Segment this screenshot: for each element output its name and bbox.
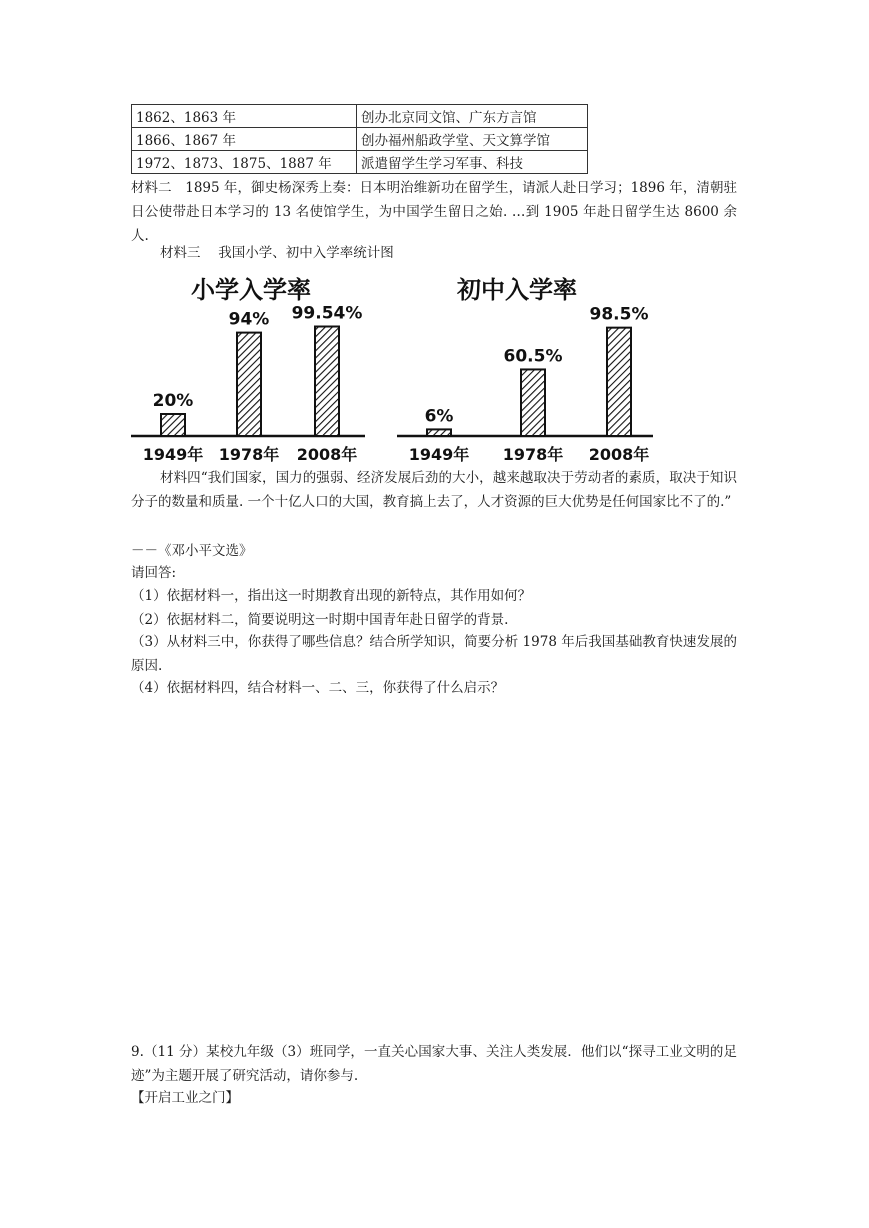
chart-bar (161, 414, 185, 436)
category-label: 1978年 (218, 445, 280, 464)
material4-source: －－《邓小平文选》 (131, 543, 253, 559)
question-9: 9.（11 分）某校九年级（3）班同学，一直关心国家大事、关注人类发展．他们以“探寻工业文明的足迹”为主题开展了研究活动，请你参与. (131, 1044, 737, 1084)
table-cell-event: 派遣留学生学习军事、科技 (357, 151, 588, 174)
question-4: （4）依据材料四，结合材料一、二、三，你获得了什么启示？ (131, 680, 505, 696)
enrollment-charts-svg (131, 266, 653, 468)
question-1: （1）依据材料一，指出这一时期教育出现的新特点，其作用如何？ (131, 588, 532, 604)
question-3: （3）从材料三中，你获得了哪些信息？结合所学知识，简要分析 1978 年后我国基础教育快速发展的原因. (131, 634, 737, 674)
table-cell-year: 1972、1873、1875、1887 年 (132, 151, 357, 174)
material4-text: 材料四“我们国家，国力的强弱、经济发展后劲的大小，越来越取决于劳动者的素质，取决于知识分子的数量和质量. 一个十亿人口的大国，教育搞上去了，人才资源的巨大优势是任何国家比不了的.” (131, 470, 737, 510)
table-cell-year: 1866、1867 年 (132, 128, 357, 151)
chart-1 (397, 276, 653, 464)
question-2: （2）依据材料二，简要说明这一时期中国青年赴日留学的背景. (131, 612, 509, 628)
chart-title: 小学入学率 (191, 276, 311, 304)
table-cell-year: 1862、1863 年 (132, 105, 357, 128)
material3-title: 材料三 我国小学、初中入学率统计图 (160, 245, 394, 261)
enrollment-charts (131, 266, 653, 468)
chart-bar (237, 333, 261, 436)
category-label: 2008年 (296, 445, 358, 464)
bar-value-label: 20% (152, 391, 194, 411)
chart-bar (427, 429, 451, 436)
chart-title: 初中入学率 (457, 276, 577, 304)
material1-table (131, 104, 588, 174)
question-9-section: 【开启工业之门】 (131, 1090, 239, 1106)
bar-value-label: 60.5% (503, 346, 563, 367)
bar-value-label: 94% (228, 309, 270, 330)
table-row (132, 151, 588, 174)
table-cell-event: 创办福州船政学堂、天文算学馆 (357, 128, 588, 151)
table-row (132, 105, 588, 128)
bar-value-label: 98.5% (589, 304, 649, 325)
category-label: 2008年 (588, 445, 650, 464)
category-label: 1978年 (502, 445, 564, 464)
category-label: 1949年 (408, 445, 470, 464)
bar-value-label: 99.54% (291, 303, 363, 324)
chart-bar (607, 328, 631, 436)
table-row (132, 128, 588, 151)
chart-0 (131, 276, 365, 464)
material2-text: 材料二 1895 年，御史杨深秀上奏：日本明治维新功在留学生，请派人赴日学习；1896 年，清朝驻日公使带赴日本学习的 13 名使馆学生，为中国学生留日之始. …到 1905 年赴日留学生达 8600 余人. (131, 180, 737, 244)
category-label: 1949年 (142, 445, 204, 464)
chart-bar (315, 327, 339, 436)
table-cell-event: 创办北京同文馆、广东方言馆 (357, 105, 588, 128)
answer-prompt: 请回答: (131, 565, 177, 581)
bar-value-label: 6% (424, 406, 454, 427)
chart-bar (521, 369, 545, 436)
